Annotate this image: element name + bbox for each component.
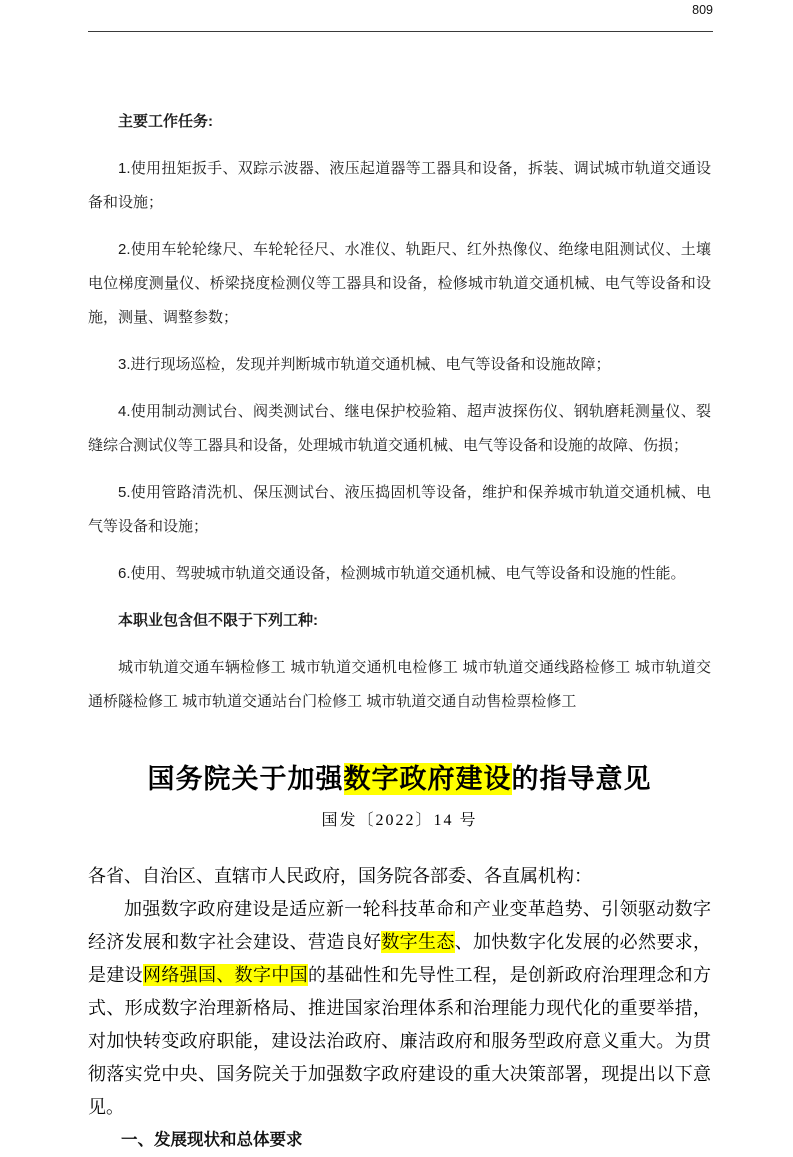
document-title-highlight: 数字政府建设: [343, 764, 512, 794]
state-council-document: [88, 761, 711, 1157]
paragraph-part-3: 的基础性和先导性工程，是创新政府治理理念和方式、形成数字治理新格局、推进国家治理体系和治理能力现代化的重要举措，对加快转变政府职能，建设法治政府、廉洁政府和服务型政府意义重大。为贯彻落实党中央、国务院关于加强数字政府建设的重大决策部署，现提出以下意见。: [88, 965, 711, 1117]
occupations-heading: 本职业包含但不限于下列工种:: [118, 612, 318, 629]
section-heading: 一、发展现状和总体要求: [121, 1131, 303, 1149]
document-number: 国发〔2022〕14 号: [321, 812, 478, 829]
salutation: 各省、自治区、直辖市人民政府，国务院各部委、各直属机构：: [88, 866, 592, 886]
paragraph-highlight-network-power: 网络强国、数字中国: [143, 965, 308, 985]
page-number: 809: [692, 3, 713, 17]
work-task-item-5: 5.使用管路清洗机、保压测试台、液压捣固机等设备，维护和保养城市轨道交通机械、电气等设备和设施；: [88, 484, 711, 535]
document-title: [88, 761, 711, 797]
work-task-item-1: 1.使用扭矩扳手、双踪示波器、液压起道器等工器具和设备，拆装、调试城市轨道交通设备和设施；: [88, 160, 711, 211]
work-task-item-4: 4.使用制动测试台、阀类测试台、继电保护校验箱、超声波探伤仪、钢轨磨耗测量仪、裂缝综合测试仪等工器具和设备，处理城市轨道交通机械、电气等设备和设施的故障、伤损；: [88, 403, 711, 454]
work-task-item-2: 2.使用车轮轮缘尺、车轮轮径尺、水准仪、轨距尺、红外热像仪、绝缘电阻测试仪、土壤电位梯度测量仪、桥梁挠度检测仪等工器具和设备，检修城市轨道交通机械、电气等设备和设施，测量、调整参数；: [88, 241, 711, 326]
work-task-item-6: 6.使用、驾驶城市轨道交通设备，检测城市轨道交通机械、电气等设备和设施的性能。: [118, 565, 686, 582]
document-title-prefix: 国务院关于加强: [147, 764, 344, 794]
body-paragraph: [88, 893, 711, 1124]
page-header: [0, 0, 793, 18]
paragraph-highlight-digital-ecology: 数字生态: [381, 932, 455, 952]
paragraph-part-1: 加强数字政府建设是适应新一轮科技革命和产业变革趋势、引领驱动数字经济发展和数字社会建设、营造良好: [88, 899, 711, 952]
paragraph-part-2: 、加快数字化发展的必然要求，是建设: [88, 932, 712, 985]
occupations-list: 城市轨道交通车辆检修工 城市轨道交通机电检修工 城市轨道交通线路检修工 城市轨道交通桥隧检修工 城市轨道交通站台门检修工 城市轨道交通自动售检票检修工: [88, 659, 711, 710]
document-title-suffix: 的指导意见: [511, 764, 652, 794]
page-content: [88, 32, 711, 1157]
work-tasks-heading: 主要工作任务:: [118, 113, 213, 130]
work-task-item-3: 3.进行现场巡检，发现并判断城市轨道交通机械、电气等设备和设施故障；: [118, 356, 611, 373]
work-tasks-section: [88, 32, 711, 719]
